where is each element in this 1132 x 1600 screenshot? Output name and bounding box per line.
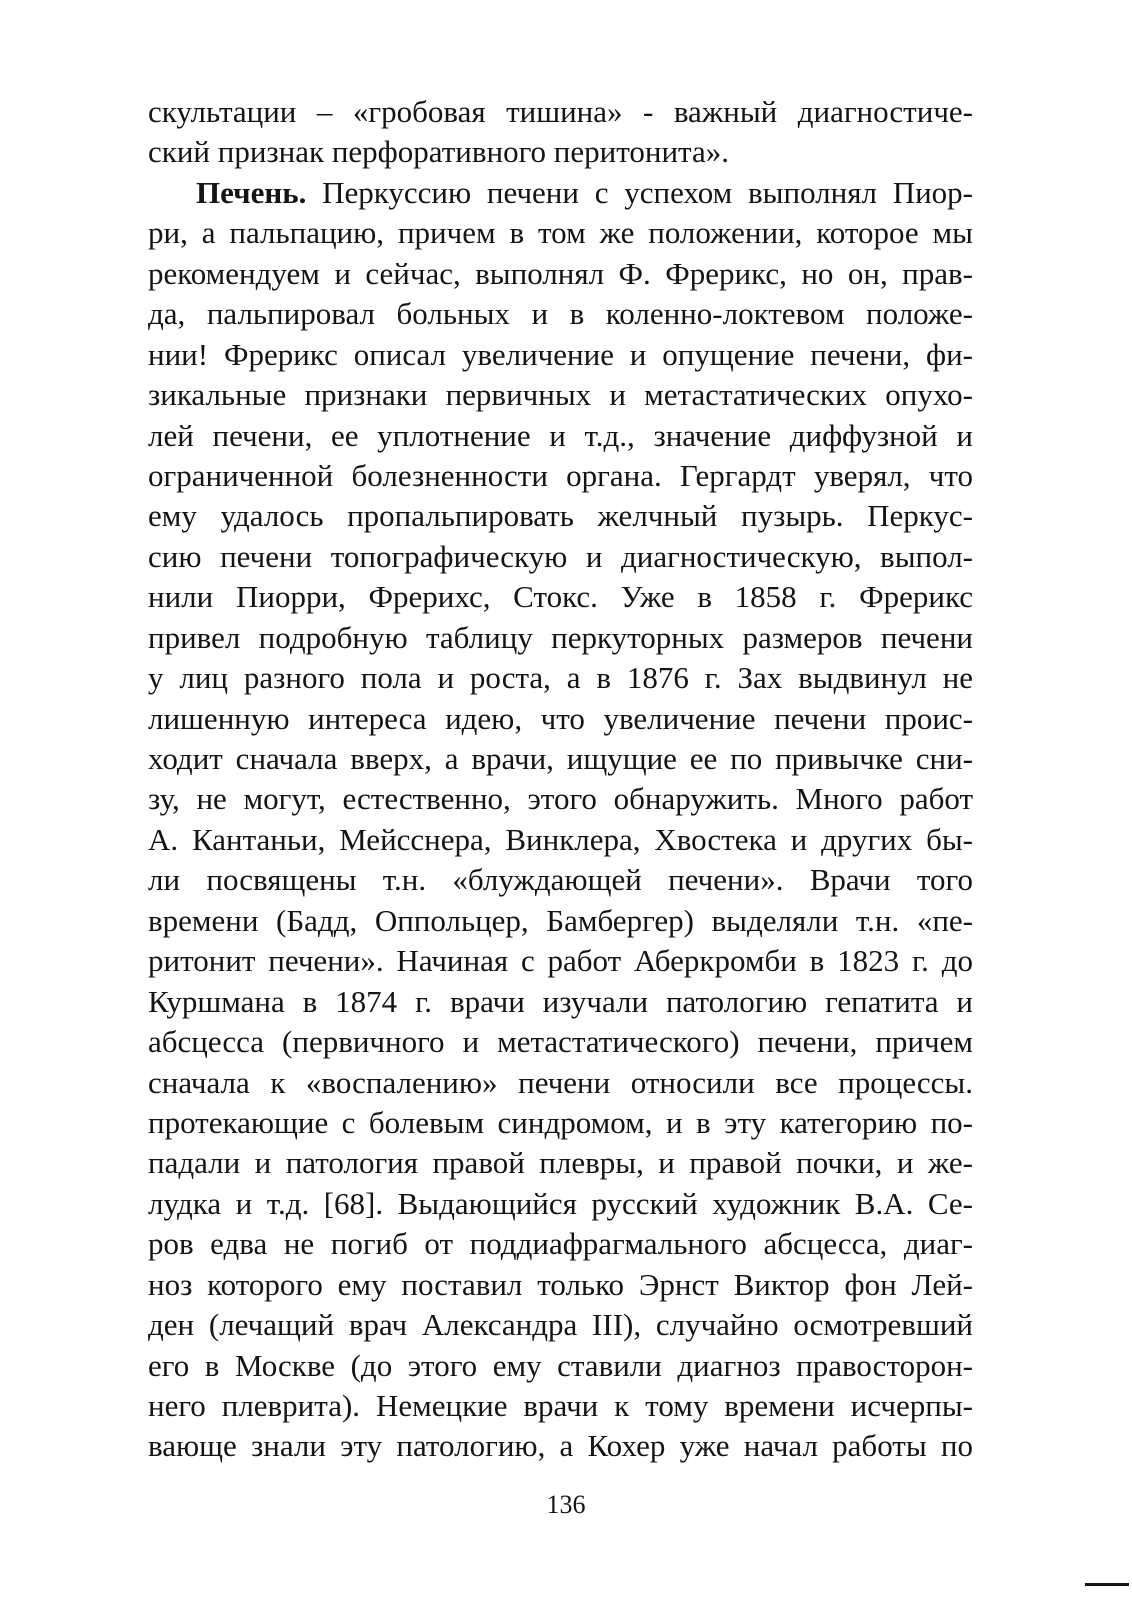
text-line: времени (Бадд, Оппольцер, Бамбергер) выделяли т.н. «пе- [148, 902, 973, 938]
text-line: ри, а пальпацию, причем в том же положении, которое мы [148, 215, 973, 251]
text-line: ров едва не погиб от поддиафрагмального абсцесса, диаг- [148, 1226, 973, 1262]
text-line: да, пальпировал больных и в коленно-локтевом положе- [148, 296, 973, 332]
page-number: 136 [546, 1490, 586, 1519]
text-line-fragment: Перкуссию печени с успехом выполнял Пиор- [306, 174, 973, 210]
text-line: рекомендуем и сейчас, выполнял Ф. Фрерикс, но он, прав- [148, 255, 973, 291]
text-line: вающе знали эту патологию, а Кохер уже начал работы по [148, 1428, 973, 1464]
text-line: его в Москве (до этого ему ставили диагноз правосторон- [148, 1347, 973, 1383]
text-line: ритонит печени». Начиная с работ Аберкромби в 1823 г. до [148, 943, 973, 979]
text-line: зикальные признаки первичных и метастатических опухо- [148, 377, 973, 413]
text-line: у лиц разного пола и роста, а в 1876 г. Зах выдвинул не [148, 660, 973, 696]
text-line: ли посвящены т.н. «блуждающей печени». Врачи того [148, 862, 973, 898]
text-line: зу, не могут, естественно, этого обнаружить. Много работ [148, 781, 973, 817]
text-line: Куршмана в 1874 г. врачи изучали патологию гепатита и [148, 983, 973, 1019]
text-line: ему удалось пропальпировать желчный пузырь. Перкус- [148, 498, 973, 534]
text-line: лишенную интереса идею, что увеличение печени проис- [148, 700, 973, 736]
text-line: А. Кантаньи, Мейсснера, Винклера, Хвостека и других бы- [148, 821, 973, 857]
text-line: лудка и т.д. [68]. Выдающийся русский художник В.А. Се- [148, 1185, 973, 1221]
text-line: привел подробную таблицу перкуторных размеров печени [148, 619, 973, 655]
paragraph-first-line [148, 173, 973, 213]
text-line: ден (лечащий врач Александра III), случайно осмотревший [148, 1307, 973, 1343]
text-line: протекающие с болевым синдромом, и в эту категорию по- [148, 1104, 973, 1140]
text-line: ноз которого ему поставил только Эрнст Виктор фон Лей- [148, 1266, 973, 1302]
text-line: ходит сначала вверх, а врачи, ищущие ее по привычке сни- [148, 741, 973, 776]
text-line: ограниченной болезненности органа. Гергардт уверял, что [148, 457, 973, 493]
text-line: падали и патология правой плевры, и правой почки, и же- [148, 1145, 973, 1181]
body-text [148, 92, 973, 1467]
text-line: нили Пиорри, Фрерихс, Стокс. Уже в 1858 г. Фрерикс [148, 579, 973, 615]
text-line: нии! Фрерикс описал увеличение и опущение печени, фи- [148, 336, 973, 372]
text-line: лей печени, ее уплотнение и т.д., значение диффузной и [148, 417, 973, 453]
text-line: абсцесса (первичного и метастатического) печени, причем [148, 1024, 973, 1060]
text-line: него плеврита). Немецкие врачи к тому времени исчерпы- [148, 1388, 973, 1423]
scan-edge-mark [1085, 1583, 1129, 1586]
section-heading-liver: Печень. [196, 174, 307, 210]
text-line: ский признак перфоративного перитонита». [148, 134, 729, 170]
text-line: сию печени топографическую и диагностическую, выпол- [148, 538, 973, 574]
text-line: сначала к «воспалению» печени относили все процессы. [148, 1064, 973, 1100]
text-line: скультации – «гробовая тишина» - важный диагностиче- [148, 94, 973, 129]
